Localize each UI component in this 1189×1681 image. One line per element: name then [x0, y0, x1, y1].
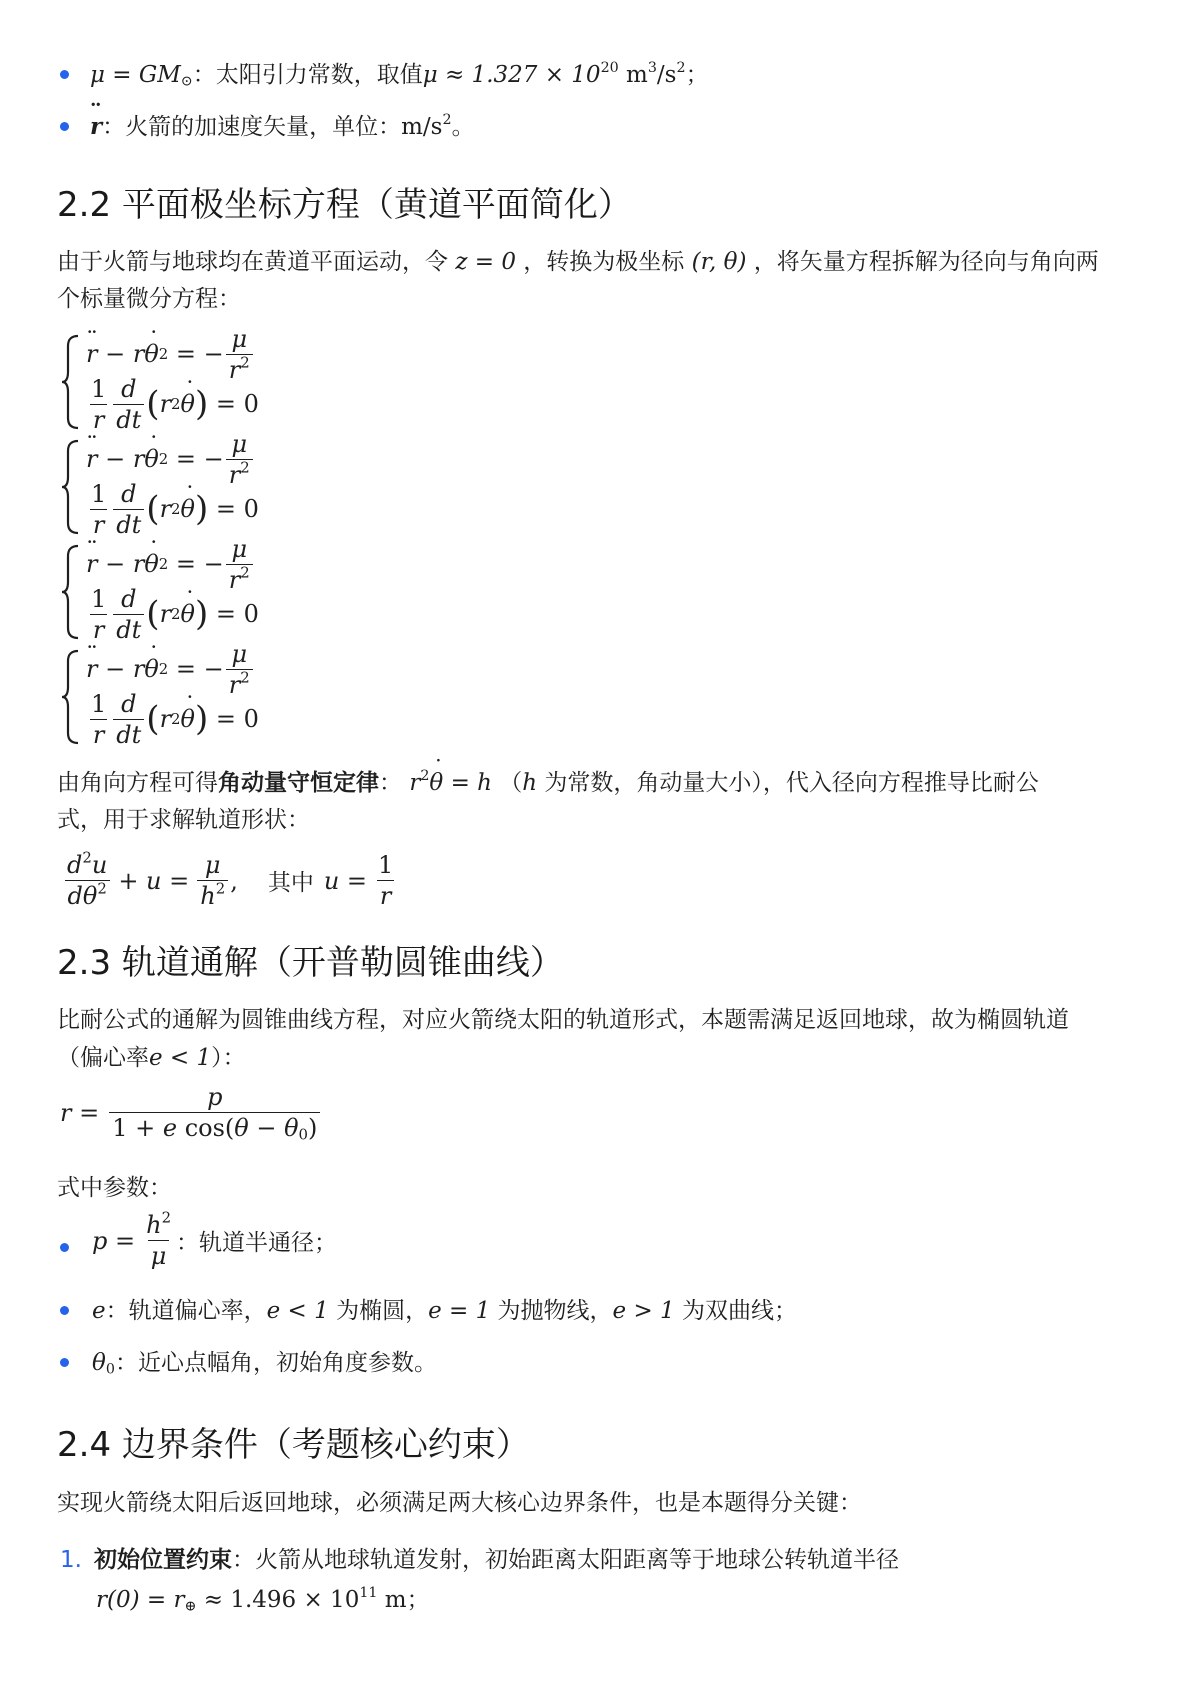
text: （偏心率 [57, 1045, 149, 1071]
unit: m/s [401, 114, 443, 140]
equation-system [60, 639, 360, 749]
math-inline: e < 1 [149, 1045, 212, 1071]
bold-term: 角动量守恒定律 [218, 770, 379, 796]
equation-radial: r ¨ − r θ ˙ 2 = − $\frac{\mu}{r^2}$ [86, 645, 255, 693]
list-item-initial-position: 初始位置约束：火箭从地球轨道发射，初始距离太阳距离等于地球公转轨道半径 [94, 1547, 899, 1573]
equation-system [60, 534, 360, 644]
paragraph: 式中参数： [57, 1175, 172, 1201]
exponent: 3 [647, 60, 657, 77]
list-item-mu [90, 55, 709, 95]
math-initial-radius: $r(0) = r_\oplus \approx 1.496 \times 10^{11}$ m； [96, 1585, 430, 1615]
left-brace [60, 544, 80, 640]
text: （ [499, 770, 523, 796]
math-inline: $r^2\theta$ ˙ = h [409, 770, 492, 796]
equation-angular: $\frac{1}{r}$ $\frac{d}{dt}$ ( r 2 θ ˙ ) = 0 [86, 588, 259, 640]
separator: ： [192, 62, 216, 88]
paragraph: 式，用于求解轨道形状： [57, 807, 310, 833]
separator: ： [102, 114, 126, 140]
math-inline: z = 0 [455, 249, 516, 275]
bullet-dot [60, 70, 69, 79]
text: 为常数，角动量大小），代入径向方程推导比耐公 [544, 770, 1039, 796]
exponent: 2 [676, 60, 686, 77]
math-r-ddot: r ¨ [90, 107, 102, 147]
list-item-p: p = $\frac{h^2}{\mu}$ ： 轨道半通径； [92, 1208, 338, 1270]
punctuation: ； [685, 62, 709, 88]
text: ： [379, 770, 402, 796]
equation-system [60, 324, 360, 434]
equation-orbit: r = $\frac{p}{1 + e \cos(\theta - \theta_0)}$ [60, 1082, 322, 1143]
list-text: 太阳引力常数，取值 [215, 62, 423, 88]
left-brace [60, 439, 80, 535]
math-sun-symbol: ⊙ [180, 73, 193, 90]
unit: m [626, 62, 648, 88]
paragraph [57, 1038, 246, 1078]
bullet-dot [60, 1306, 69, 1315]
bullet-dot [60, 122, 69, 131]
equation-radial: r ¨ − r θ ˙ 2 = − $\frac{\mu}{r^2}$ [86, 435, 255, 483]
math-mu-value: μ ≈ 1.327 × 10 [422, 62, 601, 88]
exponent: 2 [442, 112, 452, 129]
text: ，转换为极坐标 [523, 249, 685, 275]
list-item-theta0: $\theta_0$：近心点幅角，初始角度参数。 [92, 1350, 437, 1378]
math-mu: μ = GM [90, 62, 181, 88]
ordered-list-number: 1. [60, 1547, 82, 1573]
text: ，将矢量方程拆解为径向与角向两 [753, 249, 1099, 275]
text: ）： [211, 1045, 246, 1071]
exponent: 20 [600, 60, 619, 77]
text: 由于火箭与地球均在黄道平面运动，令 [57, 249, 448, 275]
equation-radial: r ¨ − r θ ˙ 2 = − $\frac{\mu}{r^2}$ [86, 540, 255, 588]
equation-binet: $\frac{d^2u}{d\theta^2}$ + u = $\frac{\mu}{h^2}$ , 其中 u = $\frac{1}{r}$ [62, 850, 398, 911]
left-brace [60, 649, 80, 745]
equation-angular: $\frac{1}{r}$ $\frac{d}{dt}$ ( r 2 θ ˙ ) = 0 [86, 378, 259, 430]
equation-radial: r ¨ − r θ ˙ 2 = − $\frac{\mu}{r^2}$ [86, 330, 255, 378]
list-item-e: e：轨道偏心率，e < 1 为椭圆，e = 1 为抛物线，e > 1 为双曲线； [92, 1298, 797, 1324]
paragraph: 个标量微分方程： [57, 286, 241, 312]
equation-system [60, 429, 360, 539]
math-inline: (r, θ) [691, 249, 747, 275]
paragraph: 实现火箭绕太阳后返回地球，必须满足两大核心边界条件，也是本题得分关键： [57, 1490, 862, 1516]
equation-angular: $\frac{1}{r}$ $\frac{d}{dt}$ ( r 2 θ ˙ ) = 0 [86, 483, 259, 535]
punctuation: 。 [451, 114, 475, 140]
equation-angular: $\frac{1}{r}$ $\frac{d}{dt}$ ( r 2 θ ˙ ) = 0 [86, 693, 259, 745]
section-heading-2-4: 2.4 边界条件（考题核心约束） [57, 1425, 530, 1465]
section-heading-2-3: 2.3 轨道通解（开普勒圆锥曲线） [57, 943, 564, 983]
paragraph-angular-momentum [57, 763, 1039, 803]
section-heading-2-2: 2.2 平面极坐标方程（黄道平面简化） [57, 185, 632, 225]
bullet-dot [60, 1358, 69, 1367]
paragraph [57, 242, 1099, 282]
left-brace [60, 334, 80, 430]
unit: /s [656, 62, 677, 88]
paragraph: 比耐公式的通解为圆锥曲线方程，对应火箭绕太阳的轨道形式，本题需满足返回地球，故为椭圆轨道 [57, 1007, 1069, 1033]
bullet-dot [60, 1243, 69, 1252]
math-inline: h [522, 770, 538, 796]
list-text: 火箭的加速度矢量，单位： [125, 114, 402, 140]
list-item-acceleration [90, 107, 475, 147]
text: 由角向方程可得 [57, 770, 218, 796]
